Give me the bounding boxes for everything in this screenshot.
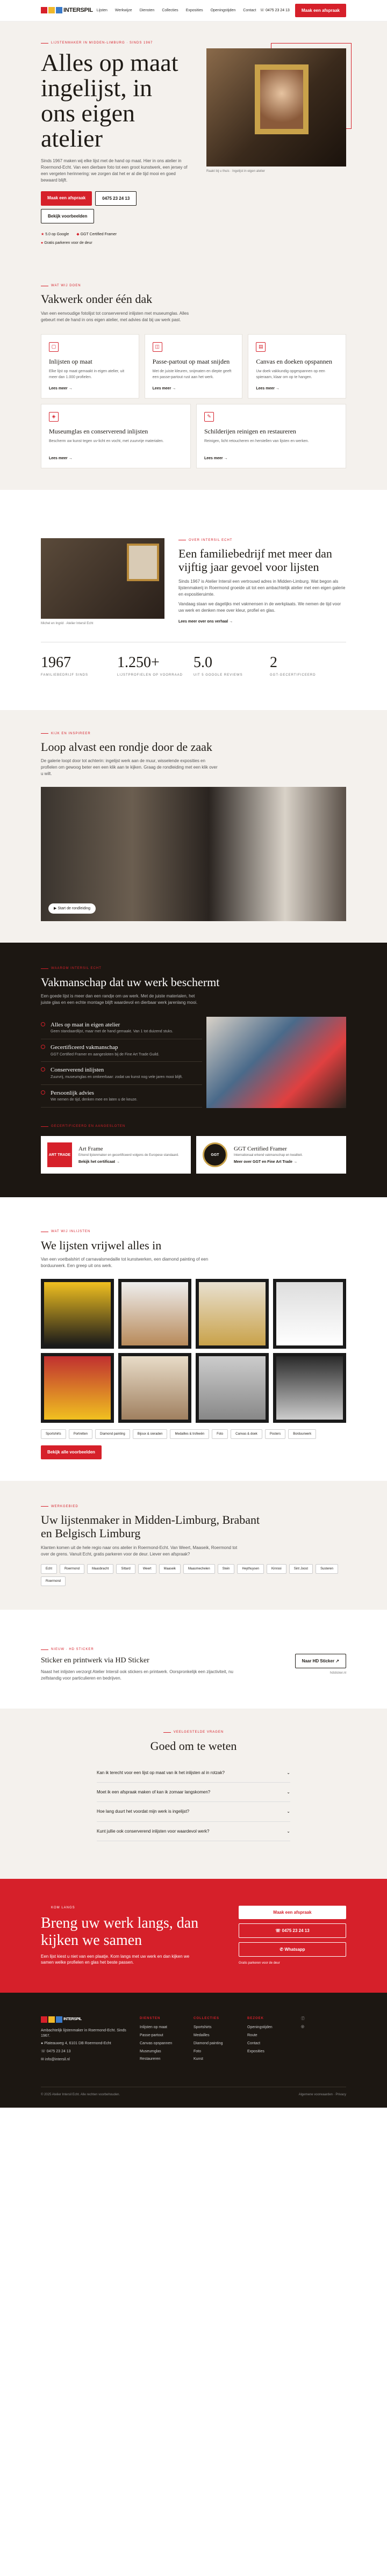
footer-link[interactable]: Museumglas xyxy=(140,2049,161,2053)
sticker-actions xyxy=(295,1654,346,1676)
logo-mark-yellow xyxy=(48,7,55,13)
check-desc: Zuurvrij, museumglas en omkeerbaar: zodat uw kunst nog vele jaren mooi blijft. xyxy=(51,1075,183,1079)
logo-mark-red xyxy=(41,2016,47,2023)
rating xyxy=(41,232,69,237)
faq-item[interactable] xyxy=(97,1822,290,1841)
frame-icon: ▢ xyxy=(49,342,59,352)
card-link-text: Lees meer xyxy=(49,386,68,390)
faq-section xyxy=(0,1709,387,1878)
hero-media xyxy=(206,41,346,246)
service-card[interactable] xyxy=(41,334,139,399)
cta-text: Een lijst kiest u niet van een plaatje. Kom langs met uw werk en dan kijken we samen welke profielen en glas het beste passen. xyxy=(41,1954,190,1965)
example-thumb[interactable] xyxy=(273,1279,346,1349)
craft-kicker: WAAROM INTERSIL ECHT xyxy=(41,966,346,971)
check-desc: We nemen de tijd, denken mee en laten u de keuze. xyxy=(51,1097,138,1102)
about-p2: Vandaag staan we dagelijks met vakmensen in de werkplaats. We nemen de tijd voor uw werk en denken mee over kleur, profiel en glas. xyxy=(178,601,341,613)
check-item xyxy=(41,1085,202,1108)
logo-mark-yellow xyxy=(48,2016,55,2023)
instagram-icon[interactable]: ◎ xyxy=(301,2024,305,2029)
card-title: Canvas en doeken opspannen xyxy=(256,357,332,365)
cta-phone-button[interactable]: ☏ 0475 23 24 13 xyxy=(239,1923,346,1938)
footer-link[interactable]: Inlijsten op maat xyxy=(140,2025,167,2030)
cert-title: GGT Certified Framer xyxy=(234,1145,287,1152)
check-icon xyxy=(41,1090,45,1095)
stat-label: FAMILIEBEDRIJF SINDS xyxy=(41,674,89,677)
card-link[interactable]: Lees meer → xyxy=(49,386,73,390)
pin-icon: ● xyxy=(41,241,44,245)
tour-section xyxy=(0,710,387,943)
faq-item[interactable] xyxy=(97,1783,290,1802)
faq-question: Kan ik terecht voor een lijst op maat van ik het inlijsten al in rotzak? xyxy=(97,1770,225,1776)
craft-title: Vakmanschap dat uw werk beschermt xyxy=(41,975,220,989)
examples-button[interactable]: Bekijk voorbeelden xyxy=(41,209,94,223)
certification xyxy=(76,232,117,237)
region-tag[interactable]: Stein xyxy=(218,1564,235,1574)
logo-mark-blue xyxy=(56,2016,62,2023)
example-thumb[interactable] xyxy=(118,1353,191,1423)
hd-sticker-button[interactable]: Naar HD Sticker ↗ xyxy=(295,1654,346,1668)
check-title: Persoonlijk advies xyxy=(51,1089,94,1096)
header-actions xyxy=(260,4,346,17)
about-media xyxy=(41,538,164,626)
footer-link[interactable]: Contact xyxy=(247,2041,261,2045)
framed-portrait xyxy=(255,64,309,134)
cta-kicker: KOM LANGS xyxy=(41,1906,202,1910)
stat-label: UIT 5 GOOGLE REVIEWS xyxy=(194,674,243,677)
footer-col xyxy=(140,2016,185,2065)
example-thumb[interactable] xyxy=(196,1279,269,1349)
hero-caption: Raakt bij u thuis · Ingelijst in eigen atelier xyxy=(206,170,266,173)
services-section xyxy=(0,267,387,490)
footer-col-title: DIENSTEN xyxy=(140,2016,161,2020)
logo-text: INTERSPIL xyxy=(63,2017,82,2021)
all-examples-button[interactable]: Bekijk alle voorbeelden xyxy=(41,1445,102,1459)
stat-label: GGT-GECERTIFICEERD xyxy=(270,674,316,677)
footer-link[interactable]: Medailles xyxy=(194,2034,210,2037)
sticker-url: hdsticker.nl xyxy=(329,1671,346,1675)
cert-cards xyxy=(41,1136,346,1174)
example-tags xyxy=(41,1429,346,1439)
pin-icon: ● xyxy=(41,2042,44,2046)
check-icon xyxy=(41,1067,45,1072)
cta-buttons xyxy=(239,1906,346,1966)
card-text: Elke lijst op maat gemaakt in eigen atelier, uit meer dan 1.000 profielen. xyxy=(49,370,125,379)
card-title: Schilderijen reinigen en restaureren xyxy=(204,427,296,435)
check-item xyxy=(41,1039,202,1062)
example-thumb[interactable] xyxy=(41,1353,114,1423)
faq-question: Hoe lang duurt het voordat mijn werk is ingelijst? xyxy=(97,1809,190,1814)
start-tour-text: Start de rondleiding xyxy=(58,906,91,910)
region-tag[interactable]: Weert xyxy=(138,1564,156,1574)
appointment-button[interactable]: Maak een afspraak xyxy=(295,4,346,17)
cta-phone-text: 0475 23 24 13 xyxy=(282,1928,310,1934)
cert-card[interactable] xyxy=(41,1136,191,1174)
service-cards-row2 xyxy=(41,404,346,468)
region-text: Klanten komen uit de hele regio naar ons atelier in Roermond-Echt. Van Weert, Maaseik, Roermond tot over de grens. Vanuit Echt, gratis parkeren voor de deur. Liever een afspraak? xyxy=(41,1545,238,1557)
framed-artwork xyxy=(127,544,159,581)
footer-col xyxy=(194,2016,239,2065)
address-text: Plateauweg 4, 6101 DB Roermond-Echt xyxy=(44,2042,111,2046)
region-tag[interactable]: Heythuysen xyxy=(237,1564,264,1574)
cert-link[interactable]: Bekijk het certificaat → xyxy=(78,1160,120,1164)
logo[interactable] xyxy=(41,6,93,15)
about-content xyxy=(178,538,346,625)
card-link-text: Lees meer xyxy=(256,386,275,390)
region-tag[interactable]: Echt xyxy=(41,1564,57,1574)
cta-content xyxy=(41,1906,202,1965)
card-link-text: Lees meer xyxy=(152,386,171,390)
stat xyxy=(41,652,117,678)
card-text: Reinigen, licht retoucheren en herstellen van lijsten en werken. xyxy=(204,439,309,444)
chevron-down-icon: ⌄ xyxy=(286,1828,290,1834)
ggt-logo: GGT xyxy=(203,1142,227,1167)
tag[interactable]: Bijoux & sieraden xyxy=(133,1429,168,1439)
examples-text: Van een voetbalshirt of carnavalsmedaille tot kunstwerken, een diamond painting of een borduurwerk. Een greep uit ons werk. xyxy=(41,1257,209,1269)
hero-phone-button[interactable]: 0475 23 24 13 xyxy=(95,191,137,206)
cert-text: GGT Certified Framer xyxy=(80,233,117,237)
tag[interactable]: Foto xyxy=(212,1429,228,1439)
cta-note: Gratis parkeren voor de deur xyxy=(239,1962,280,1965)
footer-about xyxy=(41,2016,131,2065)
sticker-title: Sticker en printwerk via HD Sticker xyxy=(41,1656,149,1665)
footer-link[interactable]: Canvas opspannen xyxy=(140,2041,173,2045)
region-tag[interactable]: Kinrooi xyxy=(267,1564,286,1574)
footer-columns xyxy=(41,2016,346,2065)
top-bar xyxy=(0,0,387,21)
logo-text: INTERSPIL xyxy=(63,6,93,13)
region-kicker: WERKGEBIED xyxy=(41,1504,346,1509)
service-card[interactable] xyxy=(41,404,191,468)
region-tag[interactable]: Maasbracht xyxy=(87,1564,113,1574)
examples-title: We lijsten vrijwel alles in xyxy=(41,1238,162,1252)
stat-label: LIJSTPROFIELEN OP VOORRAAD xyxy=(117,674,183,677)
whatsapp-icon: ✆ xyxy=(280,1947,284,1952)
logo-mark-blue xyxy=(56,7,62,13)
cert-text: Erkend lijstenmaker en gecertificeerd volgens de Europese standaard. xyxy=(78,1154,179,1157)
craft-checklist xyxy=(41,1017,202,1108)
footer-link[interactable]: Route xyxy=(247,2034,257,2037)
about-row xyxy=(41,538,346,626)
sticker-content xyxy=(41,1647,234,1682)
hero xyxy=(0,21,387,267)
footer-col xyxy=(247,2016,292,2065)
check-item xyxy=(41,1017,202,1039)
mail-icon: ✉ xyxy=(41,2058,44,2061)
cert-text: Internationaal erkend vakmanschap en kwaliteit. xyxy=(234,1154,303,1157)
footer-about-text: Ambachtelijk lijstenmaker in Roermond-Echt. Sinds 1967. xyxy=(41,2028,126,2038)
cta-whatsapp-button[interactable] xyxy=(239,1942,346,1957)
examples-section xyxy=(0,1197,387,1480)
canvas-icon: ▤ xyxy=(256,342,266,352)
cert-title: Art Frame xyxy=(78,1145,103,1152)
region-tag[interactable]: Sittard xyxy=(116,1564,135,1574)
hd-sticker-label: Naar HD Sticker xyxy=(302,1659,335,1664)
nav-item[interactable]: Lijsten xyxy=(96,8,108,12)
footer-link[interactable]: Passe-partout xyxy=(140,2034,163,2037)
region-tag[interactable]: Roermond xyxy=(60,1564,84,1574)
phone-icon: ☏ xyxy=(41,2050,46,2054)
cta-whatsapp-text: Whatsapp xyxy=(284,1947,305,1952)
footer-link[interactable]: Foto xyxy=(194,2049,202,2053)
region-tag[interactable]: Maasmechelen xyxy=(183,1564,215,1574)
card-text: Uw doek vakkundig opgespannen op een spieraam, klaar om op te hangen. xyxy=(256,370,325,379)
region-title: Uw lijstenmaker in Midden-Limburg, Brabant en Belgisch Limburg xyxy=(41,1513,260,1540)
footer-logo[interactable] xyxy=(41,2016,131,2023)
about-title: Een familiebedrijf met meer dan vijftig jaar gevoel voor lijsten xyxy=(178,547,332,574)
phone-link[interactable]: ☏ 0475 23 24 13 xyxy=(260,8,290,12)
faq-question: Kunt jullie ook conserverend inlijsten voor waardevol werk? xyxy=(97,1828,210,1834)
check-title: Conserverend inlijsten xyxy=(51,1067,104,1074)
footer-address xyxy=(41,2041,131,2046)
card-link-text: Lees meer xyxy=(49,456,68,460)
sticker-kicker: NIEUW · HD STICKER xyxy=(41,1647,234,1652)
services-text: Van een eenvoudige fotolijst tot conserverend inlijsten met museumglas. Alles gebeurt met de hand in ons eigen atelier, met advies dat bij uw werk past. xyxy=(41,310,189,322)
hero-text: Sinds 1967 maken wij elke lijst met de hand op maat. Hier in ons atelier in Roermond-Echt. Van een dierbare foto tot een groot kunstwerk, een jersey of een vergeten herinnering: we zorgen dat het er al die tijd mooi en goed bewaard blijft. xyxy=(41,158,188,183)
cert-kicker: GECERTIFICEERD EN AANGESLOTEN xyxy=(41,1124,346,1128)
stat xyxy=(270,652,346,678)
faq-item[interactable] xyxy=(97,1763,290,1783)
region-section xyxy=(0,1481,387,1610)
shield-icon: ◈ xyxy=(49,412,59,422)
chevron-down-icon: ⌄ xyxy=(286,1790,290,1795)
check-item xyxy=(41,1062,202,1084)
footer-col-title: COLLECTIES xyxy=(194,2016,220,2020)
faq-title: Goed om te weten xyxy=(150,1739,237,1753)
services-kicker: WAT WIJ DOEN xyxy=(41,284,346,288)
hero-title: Alles op maat ingelijst, in ons eigen atelier xyxy=(41,49,178,153)
check-desc: GGT Certified Framer en aangesloten bij de Fine Art Trade Guild. xyxy=(51,1052,160,1057)
footer-link[interactable]: Sportshirts xyxy=(194,2025,212,2030)
card-link[interactable]: Lees meer → xyxy=(256,386,280,390)
hero-buttons xyxy=(41,191,190,206)
stats-row xyxy=(41,642,346,678)
about-p1: Sinds 1967 is Atelier Intersil een vertrouwd adres in Midden-Limburg. Wat begon als lijstenmakerij in Roermond groeide uit tot een ambachtelijk atelier met een eigen galerie en expositieruimte. xyxy=(178,578,346,597)
craft-body xyxy=(41,1017,346,1113)
craft-text: Een goede lijst is meer dan een randje om uw werk. Met de juiste materialen, het juiste glas en een echte montage blijft waardevol en dierbaar werk jarenlang mooi. xyxy=(41,994,198,1005)
example-thumb[interactable] xyxy=(41,1279,114,1349)
layers-icon: ◫ xyxy=(153,342,162,352)
tag[interactable]: Posters xyxy=(265,1429,285,1439)
cert-link-text: Meer over GGT en Fine Art Trade xyxy=(234,1160,293,1164)
card-title: Passe-partout op maat snijden xyxy=(152,357,230,365)
check-title: Gecertificeerd vakmanschap xyxy=(51,1044,118,1051)
chevron-down-icon: ⌄ xyxy=(286,1809,290,1814)
cta-appointment-button[interactable]: Maak een afspraak xyxy=(239,1906,346,1919)
copyright: © 2025 Atelier Intersil Echt. Alle rechten voorbehouden. xyxy=(41,2093,120,2096)
region-tags xyxy=(41,1564,346,1587)
stat-number: 5.0 xyxy=(194,654,212,671)
parking-text: Gratis parkeren voor de deur xyxy=(44,241,92,245)
stat xyxy=(194,652,270,678)
stat-number: 1.250+ xyxy=(117,654,160,671)
example-thumb[interactable] xyxy=(273,1353,346,1423)
footer-link[interactable]: Diamond painting xyxy=(194,2041,223,2045)
footer-mail-text: info@intersil.nl xyxy=(45,2058,70,2061)
hero-kicker: LIJSTENMAKER IN MIDDEN-LIMBURG · SINDS 1967 xyxy=(41,41,190,45)
badge-icon: ◆ xyxy=(76,233,80,237)
chevron-down-icon: ⌄ xyxy=(286,1770,290,1776)
example-thumb[interactable] xyxy=(118,1279,191,1349)
card-text: Bescherm uw kunst tegen uv-licht en vocht, met zuurvrije materialen. xyxy=(49,439,164,444)
region-tag[interactable]: Roermond xyxy=(41,1576,66,1586)
about-photo xyxy=(41,538,164,619)
footer-phone-text: 0475 23 24 13 xyxy=(46,2050,71,2054)
faq-item[interactable] xyxy=(97,1802,290,1821)
cta-section xyxy=(0,1879,387,1993)
parking-note xyxy=(41,241,190,246)
start-tour-button[interactable] xyxy=(48,903,96,914)
star-icon: ★ xyxy=(41,233,45,237)
services-title: Vakwerk onder één dak xyxy=(41,292,153,306)
service-cards xyxy=(41,334,346,399)
faq-list xyxy=(97,1763,290,1841)
about-link-text: Lees meer over ons verhaal xyxy=(178,619,228,624)
check-desc: Geen standaardlijst, maar met de hand gemaakt. Van 1 tot duizend stuks. xyxy=(51,1030,173,1034)
region-tag[interactable]: Sint Joost xyxy=(289,1564,313,1574)
hero-content xyxy=(41,41,190,246)
check-icon xyxy=(41,1045,45,1049)
service-card[interactable] xyxy=(145,334,243,399)
footer-link[interactable]: Exposities xyxy=(247,2049,264,2053)
nav-item[interactable]: Exposities xyxy=(185,8,203,12)
craft-section xyxy=(0,943,387,1197)
tag[interactable]: Medailles & trofeeën xyxy=(170,1429,209,1439)
cert-link[interactable]: Meer over GGT en Fine Art Trade → xyxy=(234,1160,297,1164)
stat-number: 2 xyxy=(270,654,277,671)
nav-item[interactable]: Contact xyxy=(243,8,256,12)
card-link[interactable]: Lees meer → xyxy=(49,456,73,460)
example-thumb[interactable] xyxy=(196,1353,269,1423)
card-link[interactable]: Lees meer → xyxy=(204,456,228,460)
legal-links[interactable]: Algemene voorwaarden · Privacy xyxy=(298,2093,346,2096)
trust-row xyxy=(41,232,190,237)
footer xyxy=(0,1993,387,2108)
footer-social xyxy=(301,2016,346,2065)
tag[interactable]: Portretten xyxy=(69,1429,92,1439)
logo-mark-red xyxy=(41,7,47,13)
about-link[interactable]: Lees meer over ons verhaal → xyxy=(178,619,233,624)
card-text: Met de juiste kleuren, snijmaten en diepte geeft een passe-partout rust aan het werk. xyxy=(152,370,232,379)
about-section xyxy=(0,490,387,710)
tag[interactable]: Sportshirts xyxy=(41,1429,66,1439)
nav-item[interactable]: Werkwijze xyxy=(114,8,132,12)
tag[interactable]: Canvas & doek xyxy=(231,1429,262,1439)
hero-photo xyxy=(206,48,346,167)
tag[interactable]: Borduurwerk xyxy=(288,1429,316,1439)
card-link[interactable]: Lees meer → xyxy=(152,386,176,390)
cta-title: Breng uw werk langs, dan kijken we samen xyxy=(41,1914,199,1949)
nav-item[interactable]: Openingstijden xyxy=(210,8,236,12)
examples-kicker: WAT WIJ INLIJSTEN xyxy=(41,1229,346,1234)
facebook-icon[interactable]: ⓕ xyxy=(301,2016,305,2021)
rating-text: 5.0 op Google xyxy=(45,233,69,237)
sticker-section xyxy=(0,1610,387,1709)
check-title: Alles op maat in eigen atelier xyxy=(51,1022,120,1029)
tag[interactable]: Diamond painting xyxy=(95,1429,130,1439)
tour-title: Loop alvast een rondje door de zaak xyxy=(41,740,212,754)
footer-bottom xyxy=(41,2087,346,2097)
footer-link[interactable]: Kunst xyxy=(194,2057,203,2061)
service-card[interactable] xyxy=(196,404,346,468)
footer-link[interactable]: Openingstijden xyxy=(247,2025,273,2030)
art-trade-logo: ART TRADE xyxy=(47,1142,72,1167)
sticker-text: Naast het inlijsten verzorgt Atelier Intersil ook stickers en printwerk. Oorspronkelijk een zijactiviteit, nu zelfstandig voor particulieren en bedrijven. xyxy=(41,1669,233,1681)
stat xyxy=(117,652,194,678)
service-card[interactable] xyxy=(248,334,346,399)
hero-appointment-button[interactable]: Maak een afspraak xyxy=(41,191,92,206)
card-title: Museumglas en conserverend inlijsten xyxy=(49,427,148,435)
region-tag[interactable]: Maaseik xyxy=(159,1564,181,1574)
faq-question: Moet ik een afspraak maken of kan ik zomaar langskomen? xyxy=(97,1790,211,1795)
cert-link-text: Bekijk het certificaat xyxy=(78,1160,116,1164)
tour-text: De galerie loopt door tot achterin: ingelijst werk aan de muur, wisselende exposities en profielen om gewoog beter een een klik aan te kijken. Graag de rondleiding met een klik over u wilt. xyxy=(41,758,218,777)
region-tag[interactable]: Susteren xyxy=(316,1564,338,1574)
footer-col-title: BEZOEK xyxy=(247,2016,264,2020)
craft-photo xyxy=(206,1017,346,1108)
nav-item[interactable]: Diensten xyxy=(139,8,155,12)
main-nav xyxy=(97,8,256,13)
tour-image[interactable] xyxy=(41,787,346,921)
card-title: Inlijsten op maat xyxy=(49,357,92,365)
about-caption: Michel en Ingrid · Atelier Intersil Echt xyxy=(41,621,94,625)
about-kicker: OVER INTERSIL ECHT xyxy=(178,538,346,542)
stat-number: 1967 xyxy=(41,654,71,671)
check-icon xyxy=(41,1022,45,1026)
card-link-text: Lees meer xyxy=(204,456,223,460)
phone-text: 0475 23 24 13 xyxy=(266,8,290,12)
play-icon: ▶ xyxy=(54,906,57,910)
footer-phone[interactable] xyxy=(41,2049,131,2054)
faq-kicker: VEELGESTELDE VRAGEN xyxy=(41,1730,346,1734)
footer-link[interactable]: Restaureren xyxy=(140,2057,161,2061)
tour-kicker: KIJK EN INSPIREER xyxy=(41,732,346,736)
brush-icon: ✎ xyxy=(204,412,214,422)
nav-item[interactable]: Collecties xyxy=(162,8,178,12)
cert-card[interactable] xyxy=(196,1136,346,1174)
examples-grid xyxy=(41,1279,346,1423)
footer-mail[interactable] xyxy=(41,2057,131,2063)
